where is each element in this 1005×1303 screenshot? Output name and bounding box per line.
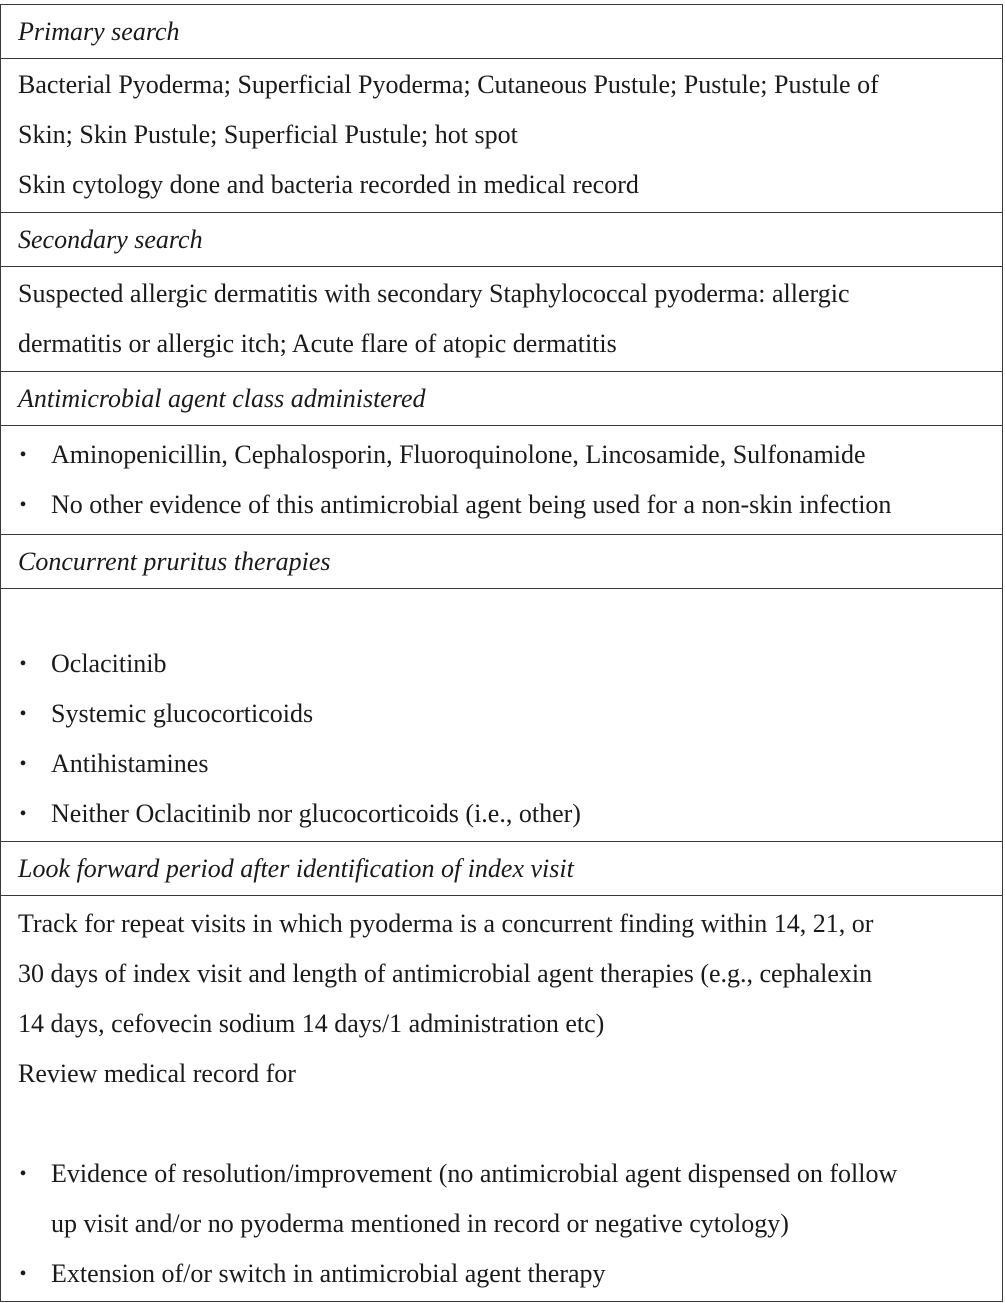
list-item <box>18 789 1002 839</box>
primary-search-header <box>1 5 1002 59</box>
list-item-text: Oclacitinib <box>51 649 167 678</box>
list-item-text: Extension of/or switch in antimicrobial agent therapy <box>51 1259 606 1288</box>
list-item <box>18 639 1002 689</box>
pruritus-header <box>1 535 1002 589</box>
secondary-search-content <box>1 267 1002 372</box>
bullet-icon: • <box>19 803 27 825</box>
list-item-text: Neither Oclacitinib nor glucocorticoids (i.e., other) <box>51 799 581 828</box>
pruritus-title: Concurrent pruritus therapies <box>18 547 331 576</box>
secondary-search-header <box>1 213 1002 267</box>
list-item <box>18 1249 1002 1299</box>
lookforward-title: Look forward period after identification of index visit <box>18 854 574 883</box>
list-item <box>18 1149 1002 1249</box>
pruritus-list <box>18 639 1002 839</box>
bullet-icon: • <box>19 1263 27 1285</box>
list-item <box>18 430 1002 480</box>
lookforward-line: Review medical record for <box>18 1059 296 1088</box>
lookforward-line: Track for repeat visits in which pyoderma is a concurrent finding within 14, 21, or <box>18 909 874 938</box>
bullet-icon: • <box>19 753 27 775</box>
antimicrobial-title: Antimicrobial agent class administered <box>18 384 426 413</box>
lookforward-list <box>18 1149 1002 1299</box>
pruritus-content <box>1 589 1002 842</box>
antimicrobial-list <box>18 430 1002 530</box>
list-item-text: up visit and/or no pyoderma mentioned in record or negative cytology) <box>51 1209 789 1238</box>
list-item <box>18 689 1002 739</box>
lookforward-line: 30 days of index visit and length of antimicrobial agent therapies (e.g., cephalexin <box>18 959 873 988</box>
criteria-table <box>0 4 1003 1302</box>
primary-search-content <box>1 59 1002 213</box>
primary-search-line: Bacterial Pyoderma; Superficial Pyoderma; Cutaneous Pustule; Pustule; Pustule of <box>18 70 879 99</box>
antimicrobial-header <box>1 372 1002 426</box>
antimicrobial-content <box>1 426 1002 535</box>
list-item-text: Systemic glucocorticoids <box>51 699 314 728</box>
bullet-icon: • <box>19 653 27 675</box>
list-item-text: Aminopenicillin, Cephalosporin, Fluoroquinolone, Lincosamide, Sulfonamide <box>51 440 866 469</box>
bullet-icon: • <box>19 703 27 725</box>
bullet-icon: • <box>19 444 27 466</box>
list-item <box>18 739 1002 789</box>
primary-search-line: Skin cytology done and bacteria recorded in medical record <box>18 170 639 199</box>
list-item-text: No other evidence of this antimicrobial agent being used for a non-skin infection <box>51 490 892 519</box>
lookforward-line: 14 days, cefovecin sodium 14 days/1 administration etc) <box>18 1009 605 1038</box>
secondary-search-title: Secondary search <box>18 225 203 254</box>
secondary-search-line: dermatitis or allergic itch; Acute flare of atopic dermatitis <box>18 329 617 358</box>
spacer <box>18 1099 1002 1149</box>
spacer <box>18 589 1002 639</box>
list-item-text: Evidence of resolution/improvement (no antimicrobial agent dispensed on follow <box>51 1159 898 1188</box>
lookforward-content <box>1 896 1002 1301</box>
bullet-icon: • <box>19 494 27 516</box>
lookforward-header <box>1 842 1002 896</box>
secondary-search-line: Suspected allergic dermatitis with secondary Staphylococcal pyoderma: allergic <box>18 279 850 308</box>
list-item-text: Antihistamines <box>51 749 209 778</box>
primary-search-line: Skin; Skin Pustule; Superficial Pustule; hot spot <box>18 120 518 149</box>
bullet-icon: • <box>19 1163 27 1185</box>
list-item <box>18 480 1002 530</box>
primary-search-title: Primary search <box>18 17 180 46</box>
